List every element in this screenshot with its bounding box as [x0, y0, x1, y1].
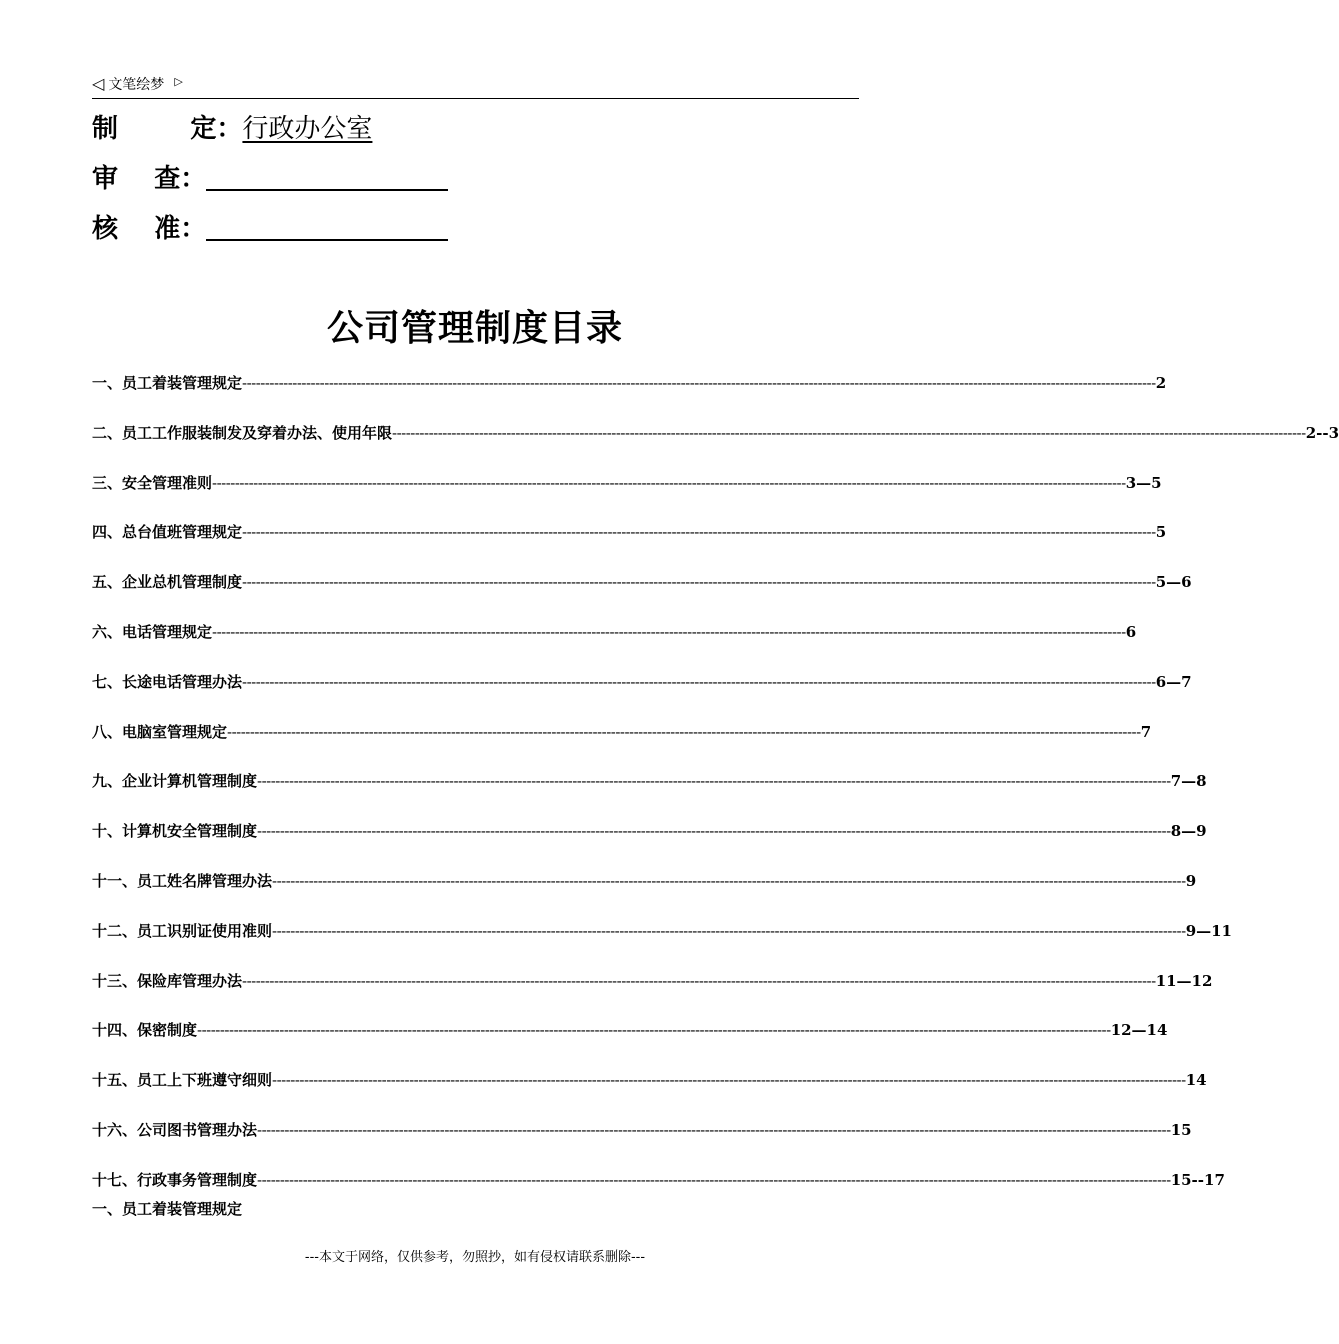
triangle-right-icon: ▷ — [174, 74, 183, 88]
toc-item-title: 四、总台值班管理规定 — [92, 523, 243, 542]
toc-item-pages: 14 — [1185, 1071, 1207, 1090]
sig-review-blank-line — [206, 188, 448, 191]
toc-item-pages: 6 — [1125, 623, 1137, 641]
toc-leader-dashes: -------------------------------------------------------------------------------------------------------------------------------------------------------------------------------------------------------- — [272, 872, 1186, 890]
toc-item-pages: 5 — [1155, 523, 1167, 542]
toc-item-title: 一、员工着装管理规定 — [92, 374, 243, 392]
toc-item-title: 十四、保密制度 — [92, 1021, 198, 1040]
toc-item-title: 十一、员工姓名牌管理办法 — [92, 872, 273, 890]
toc-item-pages: 5—6 — [1155, 573, 1192, 592]
toc-leader-dashes: -------------------------------------------------------------------------------------------------------------------------------------------------------------------------------------------------------- — [392, 423, 1306, 442]
toc-item-title: 十五、员工上下班遵守细则 — [92, 1071, 273, 1090]
toc-leader-dashes: -------------------------------------------------------------------------------------------------------------------------------------------------------------------------------------------------------- — [242, 374, 1156, 392]
toc-leader-dashes: -------------------------------------------------------------------------------------------------------------------------------------------------------------------------------------------------------- — [272, 1071, 1186, 1090]
toc-item-pages: 2 — [1155, 374, 1167, 392]
toc-item-pages: 12—14 — [1110, 1021, 1168, 1040]
triangle-left-icon: ◁ — [92, 74, 105, 93]
toc-item-title: 三、安全管理准则 — [92, 473, 213, 492]
toc-item-title: 二、员工工作服装制发及穿着办法、使用年限 — [92, 423, 393, 442]
toc-item-title: 五、企业总机管理制度 — [92, 573, 243, 592]
toc-item — [92, 372, 1167, 393]
toc-leader-dashes: -------------------------------------------------------------------------------------------------------------------------------------------------------------------------------------------------------- — [257, 1121, 1171, 1139]
sig-approve-label: 核 准： — [92, 214, 207, 244]
toc-leader-dashes: -------------------------------------------------------------------------------------------------------------------------------------------------------------------------------------------------------- — [242, 971, 1156, 990]
header-label: 文笔绘梦 — [108, 77, 165, 93]
toc-item-title: 六、电话管理规定 — [92, 623, 213, 641]
toc-item — [92, 571, 1192, 592]
toc-item — [92, 1169, 1225, 1190]
toc-item-title: 十七、行政事务管理制度 — [92, 1170, 258, 1189]
sig-review-label: 审 查： — [92, 164, 207, 194]
toc-leader-dashes: -------------------------------------------------------------------------------------------------------------------------------------------------------------------------------------------------------- — [257, 822, 1171, 841]
toc-item-pages: 9—11 — [1185, 921, 1232, 940]
toc-item-title: 十二、员工识别证使用准则 — [92, 921, 273, 940]
toc-item-pages: 15 — [1170, 1121, 1192, 1139]
toc-item — [92, 721, 1152, 742]
toc-leader-dashes: -------------------------------------------------------------------------------------------------------------------------------------------------------------------------------------------------------- — [227, 722, 1141, 741]
toc-item — [92, 521, 1167, 542]
toc-item — [92, 1019, 1168, 1040]
toc-item — [92, 870, 1197, 891]
sig-review-row — [92, 158, 448, 195]
toc-item-pages: 11—12 — [1155, 971, 1213, 990]
toc-item-title: 八、电脑室管理规定 — [92, 722, 228, 741]
toc-item-pages: 8—9 — [1170, 822, 1207, 841]
sig-approve-row — [92, 208, 448, 245]
page-header — [92, 74, 859, 99]
toc-item-title: 十、计算机安全管理制度 — [92, 822, 258, 841]
toc-item-pages: 3—5 — [1125, 473, 1162, 492]
toc-leader-dashes: -------------------------------------------------------------------------------------------------------------------------------------------------------------------------------------------------------- — [257, 1170, 1171, 1189]
sig-made-value: 行政办公室 — [242, 114, 373, 144]
toc-item — [92, 472, 1162, 493]
sig-made-row — [92, 108, 372, 145]
toc-item-pages: 7 — [1140, 722, 1152, 741]
section-heading: 一、员工着装管理规定 — [92, 1200, 243, 1218]
toc-item-title: 九、企业计算机管理制度 — [92, 772, 258, 791]
page-footer: ---本文于网络，仅供参考，勿照抄，如有侵权请联系删除--- — [304, 1250, 646, 1265]
toc-item-title: 十三、保险库管理办法 — [92, 971, 243, 990]
toc-item-title: 十六、公司图书管理办法 — [92, 1121, 258, 1139]
sig-approve-blank-line — [206, 238, 448, 241]
toc-item — [92, 970, 1213, 991]
toc-leader-dashes: -------------------------------------------------------------------------------------------------------------------------------------------------------------------------------------------------------- — [197, 1021, 1111, 1040]
toc-leader-dashes: -------------------------------------------------------------------------------------------------------------------------------------------------------------------------------------------------------- — [212, 473, 1126, 492]
toc-item — [92, 422, 1339, 443]
toc-item — [92, 1069, 1207, 1090]
toc-item-title: 七、长途电话管理办法 — [92, 672, 243, 691]
toc-item — [92, 1119, 1192, 1140]
page-title: 公司管理制度目录 — [326, 308, 623, 349]
toc-item-pages: 6—7 — [1155, 672, 1192, 691]
toc-leader-dashes: -------------------------------------------------------------------------------------------------------------------------------------------------------------------------------------------------------- — [242, 573, 1156, 592]
toc-leader-dashes: -------------------------------------------------------------------------------------------------------------------------------------------------------------------------------------------------------- — [242, 672, 1156, 691]
toc-item-pages: 7—8 — [1170, 772, 1207, 791]
toc-leader-dashes: -------------------------------------------------------------------------------------------------------------------------------------------------------------------------------------------------------- — [257, 772, 1171, 791]
toc-item-pages: 15--17 — [1170, 1170, 1225, 1189]
toc-item — [92, 920, 1232, 941]
header-text-group — [92, 74, 183, 94]
toc-leader-dashes: -------------------------------------------------------------------------------------------------------------------------------------------------------------------------------------------------------- — [272, 921, 1186, 940]
toc-item — [92, 820, 1207, 841]
toc-item-pages: 2--3 — [1305, 423, 1339, 442]
sig-made-label: 制 定： — [92, 114, 243, 144]
toc-item — [92, 621, 1137, 642]
toc-leader-dashes: -------------------------------------------------------------------------------------------------------------------------------------------------------------------------------------------------------- — [242, 523, 1156, 542]
toc-leader-dashes: -------------------------------------------------------------------------------------------------------------------------------------------------------------------------------------------------------- — [212, 623, 1126, 641]
toc-item-pages: 9 — [1185, 872, 1197, 890]
toc-item — [92, 671, 1192, 692]
toc-item — [92, 770, 1207, 791]
